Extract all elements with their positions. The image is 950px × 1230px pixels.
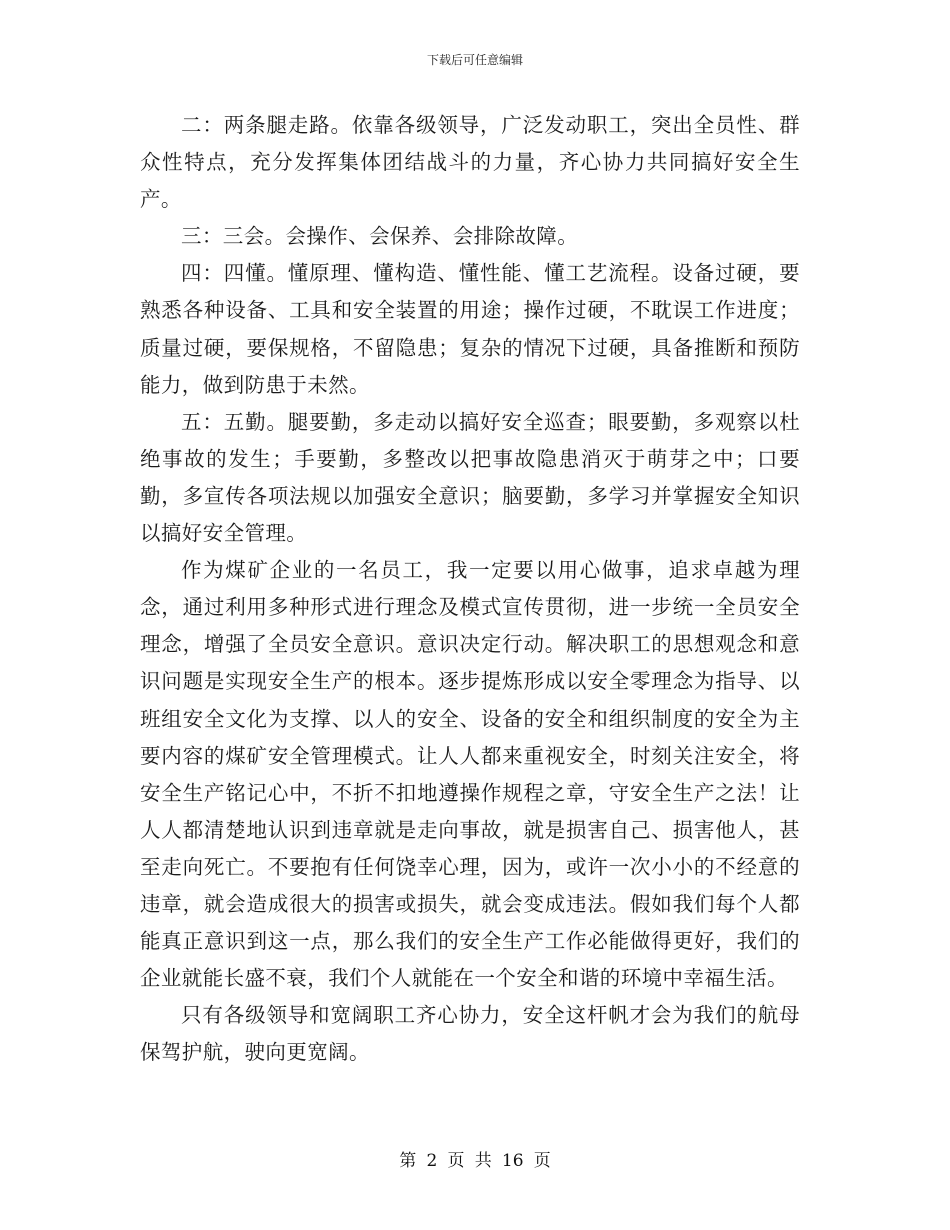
page-footer xyxy=(0,1150,950,1172)
footer-page-word: 页 xyxy=(447,1151,465,1171)
document-body xyxy=(140,107,800,1071)
paragraph-employee-commitment: 作为煤矿企业的一名员工，我一定要以用心做事，追求卓越为理念，通过利用多种形式进行理念及模式宣传贯彻，进一步统一全员安全理念，增强了全员安全意识。意识决定行动。解决职工的思想观念和意识问题是实现安全生产的根本。逐步提炼形成以安全零理念为指导、以班组安全文化为支撑、以人的安全、设备的安全和组织制度的安全为主要内容的煤矿安全管理模式。让人人都来重视安全，时刻关注安全，将安全生产铭记心中，不折不扣地遵操作规程之章，守安全生产之法！让人人都清楚地认识到违章就是走向事故，就是损害自己、损害他人，甚至走向死亡。不要抱有任何饶幸心理，因为，或许一次小小的不经意的违章，就会造成很大的损害或损失，就会变成违法。假如我们每个人都能真正意识到这一点，那么我们的安全生产工作必能做得更好，我们的企业就能长盛不衰，我们个人就能在一个安全和谐的环境中幸福生活。 xyxy=(140,558,800,991)
footer-page-prefix: 第 xyxy=(399,1151,417,1171)
paragraph-conclusion: 只有各级领导和宽阔职工齐心协力，安全这杆帆才会为我们的航母保驾护航，驶向更宽阔。 xyxy=(140,1003,800,1065)
footer-total-prefix: 共 xyxy=(474,1151,492,1171)
footer-total-pages: 16 xyxy=(501,1151,524,1171)
page-header-note: 下载后可任意编辑 xyxy=(426,53,523,67)
paragraph-two-legs: 二：两条腿走路。依靠各级领导，广泛发动职工，突出全员性、群众性特点，充分发挥集体团结战斗的力量，齐心协力共同搞好安全生产。 xyxy=(140,113,800,212)
paragraph-three-skills: 三：三会。会操作、会保养、会排除故障。 xyxy=(181,224,579,249)
footer-total-suffix: 页 xyxy=(533,1151,551,1171)
paragraph-four-understandings: 四：四懂。懂原理、懂构造、懂性能、懂工艺流程。设备过硬，要熟悉各种设备、工具和安全装置的用途；操作过硬，不耽误工作进度；质量过硬，要保规格，不留隐患；复杂的情况下过硬，具备推断和预防能力，做到防患于未然。 xyxy=(140,261,800,397)
footer-page-number: 2 xyxy=(426,1151,438,1171)
paragraph-five-diligences: 五：五勤。腿要勤，多走动以搞好安全巡查；眼要勤，多观察以杜绝事故的发生；手要勤，多整改以把事故隐患消灭于萌芽之中；口要勤，多宣传各项法规以加强安全意识；脑要勤，多学习并掌握安全知识以搞好安全管理。 xyxy=(140,409,800,546)
